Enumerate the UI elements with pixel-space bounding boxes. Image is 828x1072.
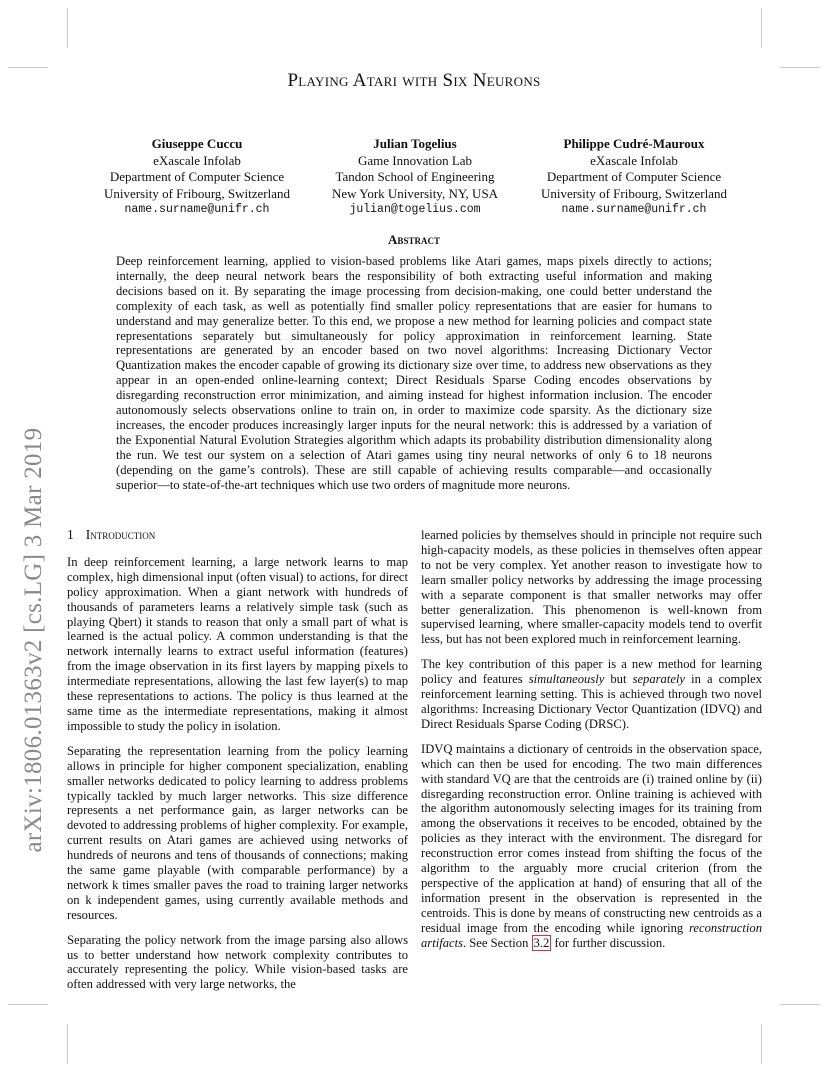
emphasis-text: reconstruction artifacts — [421, 920, 762, 950]
author-affiliation: Game Innovation Lab — [357, 152, 473, 168]
text-run: in a complex reinforcement learning setting. This is achieved through two novel algorithms: Increasing Dictionary Vector Quantization (IDVQ) and Direct Residuals Sparse Coding (DRSC). — [421, 672, 763, 731]
body-paragraph: Separating the representation learning from the policy learning allows in principle for higher component specialization, enabling smaller networks dedicated to policy learning to address problems typically tackled by much larger networks. This size difference represents a net performance gain, as larger networks can be devoted to addressing problems of higher complexity. For example, current results on Atari games are achieved using networks of hundreds of neurons and tens of thousands of connections; making the same game playable (with comparable performance) by a network k times smaller paves the road to training larger networks on k independent games, using currently available methods and resources. — [67, 743, 408, 922]
text-run: for further discussion. — [551, 935, 666, 950]
author-email: name.surname@unifr.ch — [561, 203, 707, 216]
author-email: name.surname@unifr.ch — [124, 203, 270, 216]
body-paragraph: In deep reinforcement learning, a large network learns to map complex, high dimensional input (often visual) to actions, for direct policy approximation. When a giant network with hundreds of thousands of parameters learns a relatively simple task (such as playing Qbert) it stands to reason that only a small part of what is learned is the actual policy. A common understanding is that the network internally learns to extract useful information (features) from the image observation in its first layers by mapping pixels to intermediate representations, allowing the last few layer(s) to map these representations to actions. The policy is thus learned at the same time as the intermediate representations, making it almost impossible to study the policy in isolation. — [67, 554, 409, 733]
crop-mark — [67, 8, 68, 48]
section-heading — [67, 528, 408, 543]
text-run: . See Section — [462, 935, 532, 950]
crop-mark — [8, 1004, 48, 1005]
section-number: 1 — [67, 527, 74, 542]
text-run: IDVQ maintains a dictionary of centroids in the observation space, which can then be used for encoding. The two main differences with standard VQ are that the centroids are (i) trained online by (ii) disregarding reconstruction error. Online training is achieved with the algorithm autonomously selecting images for its training from among the observations it receives to be encoded, obtained by the policies as they interact with the environment. The disregard for reconstruction error comes instead from shifting the focus of the algorithm to the arguably more crucial criterion (from the perspective of the application at hand) of ensuring that all of the information present in the observation is represented in the centroids. This is done by means of constructing new centroids as a residual image from the encoding while ignoring — [421, 741, 762, 935]
body-paragraph — [421, 657, 762, 732]
author-affiliation: University of Fribourg, Switzerland — [540, 185, 728, 201]
section-title: Introduction — [85, 527, 156, 542]
author-name: Philippe Cudré-Mauroux — [563, 136, 705, 151]
author-block — [82, 136, 312, 219]
abstract-text: Deep reinforcement learning, applied to vision-based problems like Atari games, maps pixels directly to actions; internally, the deep neural network bears the responsibility of both extracting useful information and making decisions based on it. By separating the image processing from decision-making, one could better understand the complexity of each task, as well as potentially find smaller policy representations that are easier for humans to understand and may generalize better. To this end, we propose a new method for learning policies and compact state representations separately but simultaneously for policy approximation in reinforcement learning. State representations are generated by an encoder based on two novel algorithms: Increasing Dictionary Vector Quantization makes the encoder capable of growing its dictionary size over time, to address new observations as they appear in an open-ended online-learning context; Direct Residuals Sparse Coding encodes observations by disregarding reconstruction error minimization, and aiming instead for highest information inclusion. The encoder autonomously selects observations online to train on, in order to maximize code sparsity. As the dictionary size increases, the encoder produces increasingly larger inputs for the neural network: this is addressed by a variation of the Exponential Natural Evolution Strategies algorithm which adapts its probability distribution dimensionality along the run. We test our system on a selection of Atari games using tiny neural networks of only 6 to 18 neurons (depending on the game’s controls). These are still capable of achieving results comparable—and occasionally superior—to state-of-the-art techniques which use two orders of magnitude more neurons. — [116, 254, 712, 492]
author-affiliation: Department of Computer Science — [109, 169, 285, 184]
author-affiliation: Tandon School of Engineering — [335, 169, 495, 184]
author-affiliation: Department of Computer Science — [546, 169, 722, 184]
body-paragraph: learned policies by themselves should in principle not require such high-capacity models, as these policies in themselves often appear to not be very complex. Yet another reason to investigate how to learn smaller policy networks by addressing the image processing with a separate component is that smaller networks may offer better generalization. This phenomenon is well-known from supervised learning, where smaller-capacity models tend to overfit less, but has not been explored much in reinforcement learning. — [421, 528, 762, 647]
crop-mark — [761, 8, 762, 48]
crop-mark — [761, 1024, 762, 1064]
author-email: julian@togelius.com — [349, 203, 481, 216]
body-paragraph: Separating the policy network from the image parsing also allows us to better understand how network complexity contributes to accurately representing the policy. While vision-based tasks are often addressed with very large networks, the — [67, 932, 408, 992]
crop-mark — [67, 1024, 68, 1064]
section-reference-link[interactable]: 3.2 — [533, 935, 550, 950]
abstract-heading: Abstract — [388, 232, 440, 247]
crop-mark — [780, 1004, 820, 1005]
author-block — [519, 136, 749, 219]
left-column — [67, 528, 408, 1002]
crop-mark — [780, 67, 820, 68]
author-affiliation: University of Fribourg, Switzerland — [103, 185, 291, 201]
text-run: The key contribution of this paper is a new method for learning policy and features — [421, 657, 762, 687]
author-affiliation: eXascale Infolab — [153, 152, 241, 168]
body-paragraph — [421, 742, 762, 951]
author-name: Giuseppe Cuccu — [151, 136, 243, 151]
emphasis-text: separately — [632, 672, 686, 687]
author-name: Julian Togelius — [373, 136, 457, 151]
crop-mark — [8, 67, 48, 68]
right-column — [421, 528, 762, 960]
paper-title: Playing Atari with Six Neurons — [287, 70, 541, 91]
author-block — [300, 136, 530, 219]
author-affiliation: eXascale Infolab — [590, 152, 678, 168]
author-affiliation: New York University, NY, USA — [331, 185, 499, 201]
arxiv-identifier: arXiv:1806.01363v2 [cs.LG] 3 Mar 2019 — [20, 427, 47, 853]
emphasis-text: simultaneously — [528, 672, 605, 687]
text-run: but — [604, 672, 633, 687]
